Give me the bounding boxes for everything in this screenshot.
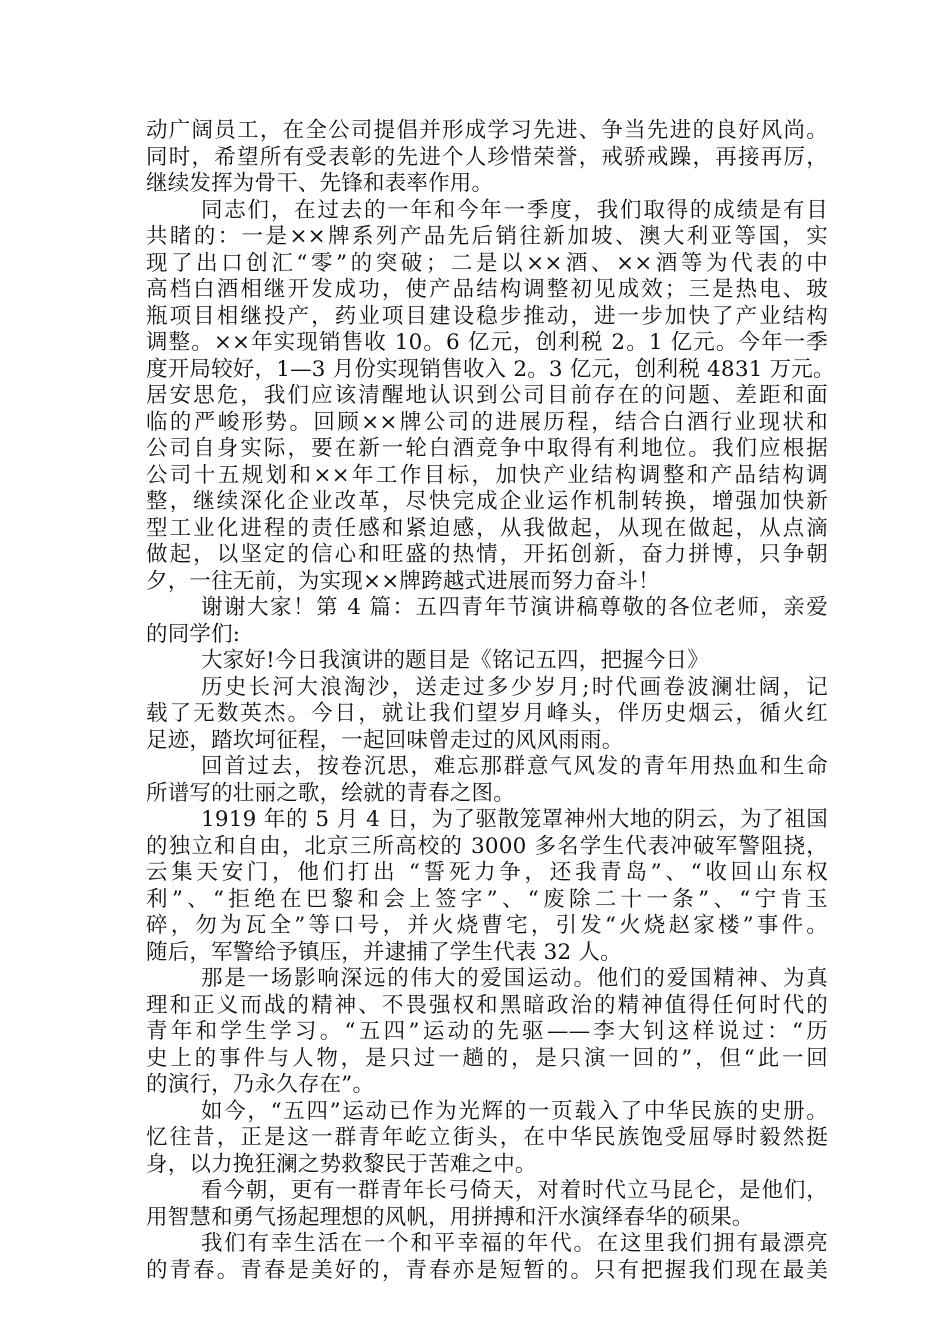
text-line: 如今，“五四”运动已作为光辉的一页载入了中华民族的史册。 bbox=[201, 1098, 828, 1124]
text-line: 云集天安门，他们打出 “誓死力争，还我青岛”、“收回山东权 bbox=[146, 860, 828, 885]
text-line: 居安思危，我们应该清醒地认识到公司目前存在的问题、差距和面 bbox=[146, 383, 828, 408]
text-line: 公司自身实际，要在新一轮白酒竞争中取得有利地位。我们应根据 bbox=[146, 436, 828, 461]
text-line: 同时，希望所有受表彰的先进个人珍惜荣誉，戒骄戒躁，再接再厉， bbox=[146, 144, 828, 170]
text-line: 大家好!今日我演讲的题目是《铭记五四，把握今日》 bbox=[201, 648, 709, 673]
text-line: 随后，军警给予镇压，并逮捕了学生代表 32 人。 bbox=[146, 939, 622, 965]
text-line: 动广阔员工，在全公司提倡并形成学习先进、争当先进的良好风尚。 bbox=[146, 118, 828, 143]
text-line: 临的严峻形势。回顾××牌公司的进展历程，结合白酒行业现状和 bbox=[146, 409, 828, 435]
text-line: 利”、“拒绝在巴黎和会上签字”、“废除二十一条”、“宁肯玉 bbox=[146, 886, 828, 912]
text-line: 型工业化进程的责任感和紧迫感，从我做起，从现在做起，从点滴 bbox=[146, 515, 828, 541]
text-line: 那是一场影响深远的伟大的爱国运动。他们的爱国精神、为真 bbox=[201, 966, 828, 991]
text-line: 的同学们: bbox=[146, 621, 241, 647]
text-line: 的演行，乃永久存在”。 bbox=[146, 1072, 375, 1097]
text-line: 用智慧和勇气扬起理想的风帆，用拼搏和汗水演绎春华的硕果。 bbox=[146, 1204, 754, 1230]
text-line: 度开局较好，1—3 月份实现销售收入 2。3 亿元，创利税 4831 万元。 bbox=[146, 356, 835, 382]
text-line: 载了无数英杰。今日，就让我们望岁月峰头，伴历史烟云，循火红 bbox=[146, 701, 828, 726]
text-line: 历史长河大浪淘沙，送走过多少岁月;时代画卷波澜壮阔，记 bbox=[201, 674, 828, 700]
text-line: 调整。××年实现销售收 10。6 亿元，创利税 2。1 亿元。今年一季 bbox=[146, 330, 828, 355]
text-line: 史上的事件与人物，是只过一趟的，是只演一回的”，但“此一回 bbox=[146, 1045, 828, 1071]
text-line: 做起，以坚定的信心和旺盛的热情，开拓创新，奋力拼博，只争朝 bbox=[146, 542, 828, 567]
document-body bbox=[146, 118, 835, 1284]
text-line: 瓶项目相继投产，药业项目建设稳步推动，进一步加快了产业结构 bbox=[146, 303, 828, 329]
text-line: 青年和学生学习。“五四”运动的先驱——李大钊这样说过：“历 bbox=[146, 1019, 828, 1044]
text-line: 高档白酒相继开发成功，使产品结构调整初见成效；三是热电、玻 bbox=[146, 277, 828, 302]
text-line: 的独立和自由，北京三所高校的 3000 多名学生代表冲破军警阻挠， bbox=[146, 833, 828, 859]
text-line: 夕，一往无前，为实现××牌跨越式进展而努力奋斗！ bbox=[146, 568, 660, 594]
text-line: 碎，勿为瓦全”等口号，并火烧曹宅，引发“火烧赵家楼”事件。 bbox=[146, 913, 828, 938]
text-line: 谢谢大家！第 4 篇：五四青年节演讲稿尊敬的各位老师，亲爱 bbox=[201, 595, 828, 620]
text-line: 共睹的：一是××牌系列产品先后销往新加坡、澳大利亚等国，实 bbox=[146, 224, 828, 249]
text-line: 同志们，在过去的一年和今年一季度，我们取得的成绩是有目 bbox=[201, 197, 828, 223]
text-line: 理和正义而战的精神、不畏强权和黑暗政治的精神值得任何时代的 bbox=[146, 992, 828, 1018]
text-line: 所谱写的壮丽之歌，绘就的青春之图。 bbox=[146, 780, 515, 806]
text-line: 的青春。青春是美好的，青春亦是短暂的。只有把握我们现在最美 bbox=[146, 1257, 828, 1283]
text-line: 回首过去，按卷沉思，难忘那群意气风发的青年用热血和生命 bbox=[201, 754, 828, 779]
text-line: 继续发挥为骨干、先锋和表率作用。 bbox=[146, 171, 494, 196]
text-line: 忆往昔，正是这一群青年屹立街头，在中华民族饱受屈辱时毅然挺 bbox=[146, 1125, 828, 1150]
text-line: 我们有幸生活在一个和平幸福的年代。在这里我们拥有最漂亮 bbox=[201, 1231, 828, 1256]
text-line: 公司十五规划和××年工作目标，加快产业结构调整和产品结构调 bbox=[146, 462, 828, 488]
text-line: 足迹，踏坎坷征程，一起回味曾走过的风风雨雨。 bbox=[146, 727, 624, 753]
text-line: 1919 年的 5 月 4 日，为了驱散笼罩神州大地的阴云，为了祖国 bbox=[201, 807, 828, 832]
text-line: 身，以力挽狂澜之势救黎民于苦难之中。 bbox=[146, 1151, 537, 1177]
text-line: 看今朝，更有一群青年长弓倚天，对着时代立马昆仑，是他们， bbox=[201, 1178, 828, 1203]
text-line: 整，继续深化企业改革，尽快完成企业运作机制转换，增强加快新 bbox=[146, 489, 828, 514]
text-line: 现了出口创汇“零”的突破；二是以××酒、××酒等为代表的中 bbox=[146, 250, 828, 276]
